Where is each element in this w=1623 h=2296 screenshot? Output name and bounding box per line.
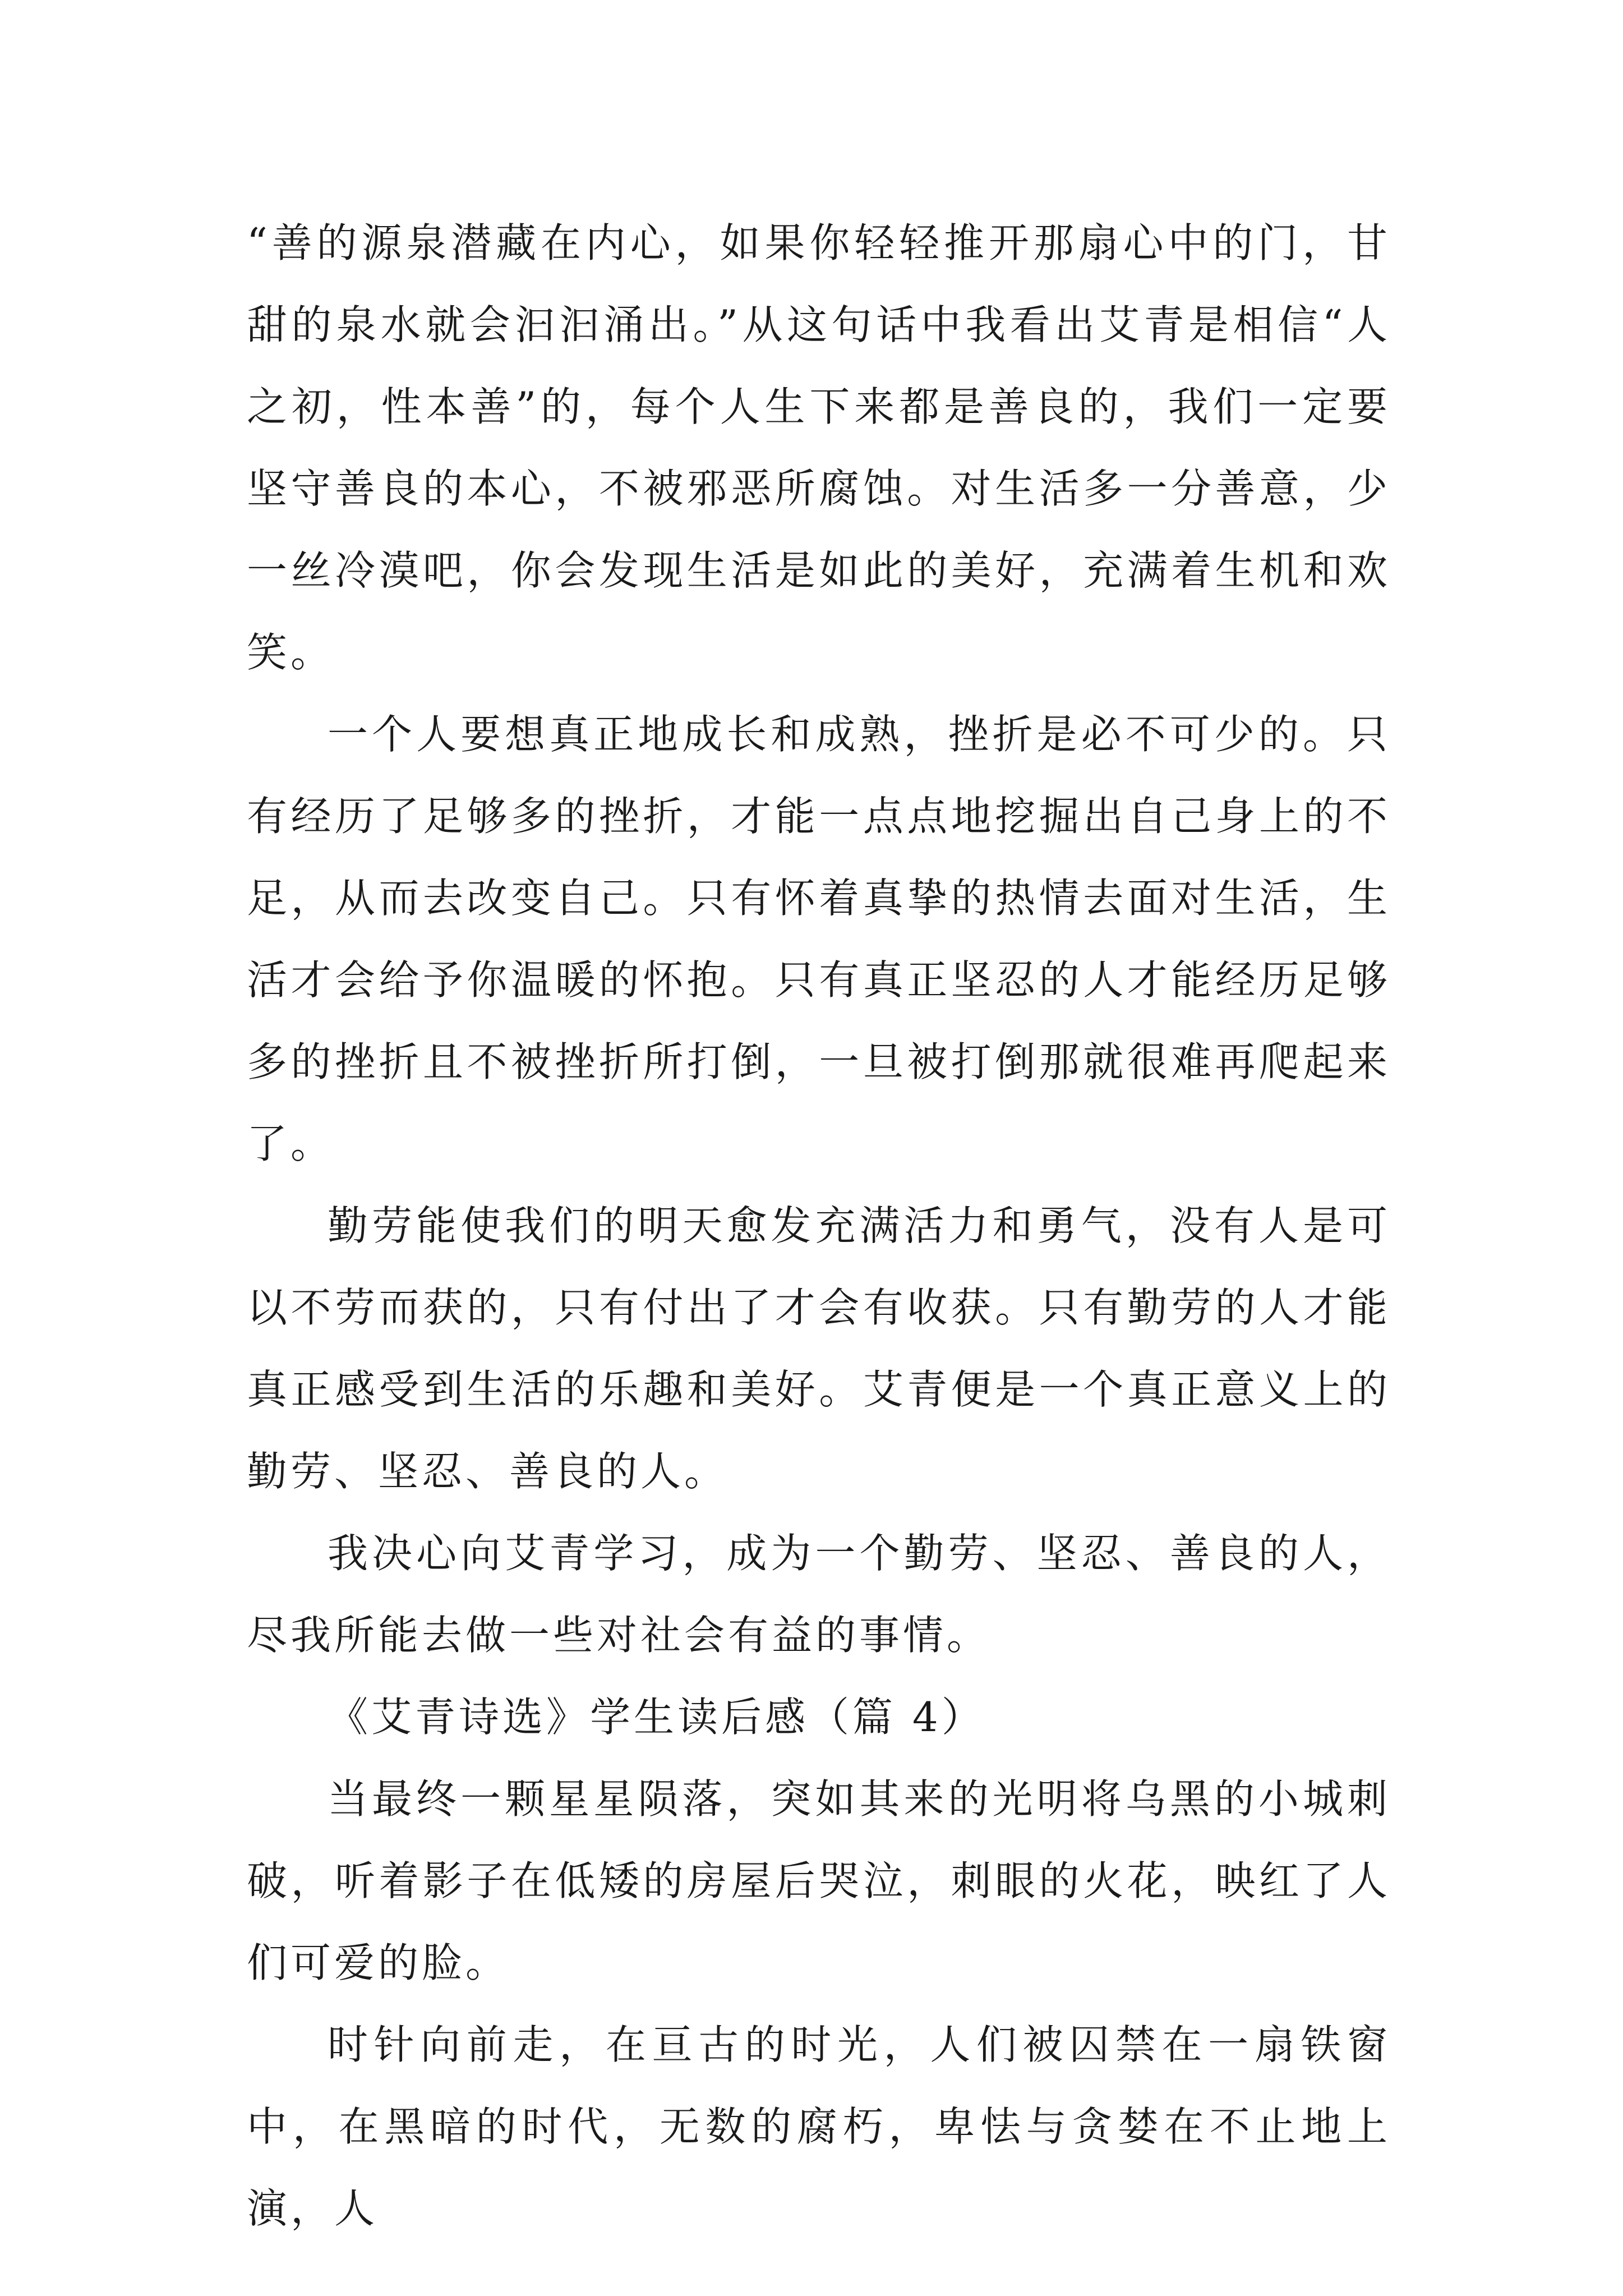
paragraph-diligence: 勤劳能使我们的明天愈发充满活力和勇气，没有人是可以不劳而获的，只有付出了才会有收获。只有勤劳的人才能真正感受到生活的乐趣和美好。艾青便是一个真正意义上的勤劳、坚忍、善良的人。 bbox=[247, 1202, 1391, 1495]
section-title: 《艾青诗选》学生读后感（篇 4） bbox=[328, 1694, 985, 1741]
paragraph-last-star: 当最终一颗星星陨落，突如其来的光明将乌黑的小城刺破，听着影子在低矮的房屋后哭泣，刺眼的火花，映红了人们可爱的脸。 bbox=[247, 1775, 1391, 1986]
paragraph-clock: 时针向前走，在亘古的时光，人们被囚禁在一扇铁窗中，在黑暗的时代，无数的腐朽，卑怯与贪婪在不止地上演，人 bbox=[247, 2021, 1391, 2232]
paragraph-resolution: 我决心向艾青学习，成为一个勤劳、坚忍、善良的人，尽我所能去做一些对社会有益的事情。 bbox=[247, 1530, 1391, 1659]
document-page bbox=[247, 202, 1391, 2249]
paragraph-kindness: “善的源泉潜藏在内心，如果你轻轻推开那扇心中的门，甘甜的泉水就会汩汩涌出。”从这句话中我看出艾青是相信“人之初，性本善”的，每个人生下来都是善良的，我们一定要坚守善良的本心，不被邪恶所腐蚀。对生活多一分善意，少一丝冷漠吧，你会发现生活是如此的美好，充满着生机和欢笑。 bbox=[247, 219, 1391, 676]
paragraph-setbacks: 一个人要想真正地成长和成熟，挫折是必不可少的。只有经历了足够多的挫折，才能一点点地挖掘出自己身上的不足，从而去改变自己。只有怀着真挚的热情去面对生活，生活才会给予你温暖的怀抱。只有真正坚忍的人才能经历足够多的挫折且不被挫折所打倒，一旦被打倒那就很难再爬起来了。 bbox=[247, 711, 1391, 1167]
